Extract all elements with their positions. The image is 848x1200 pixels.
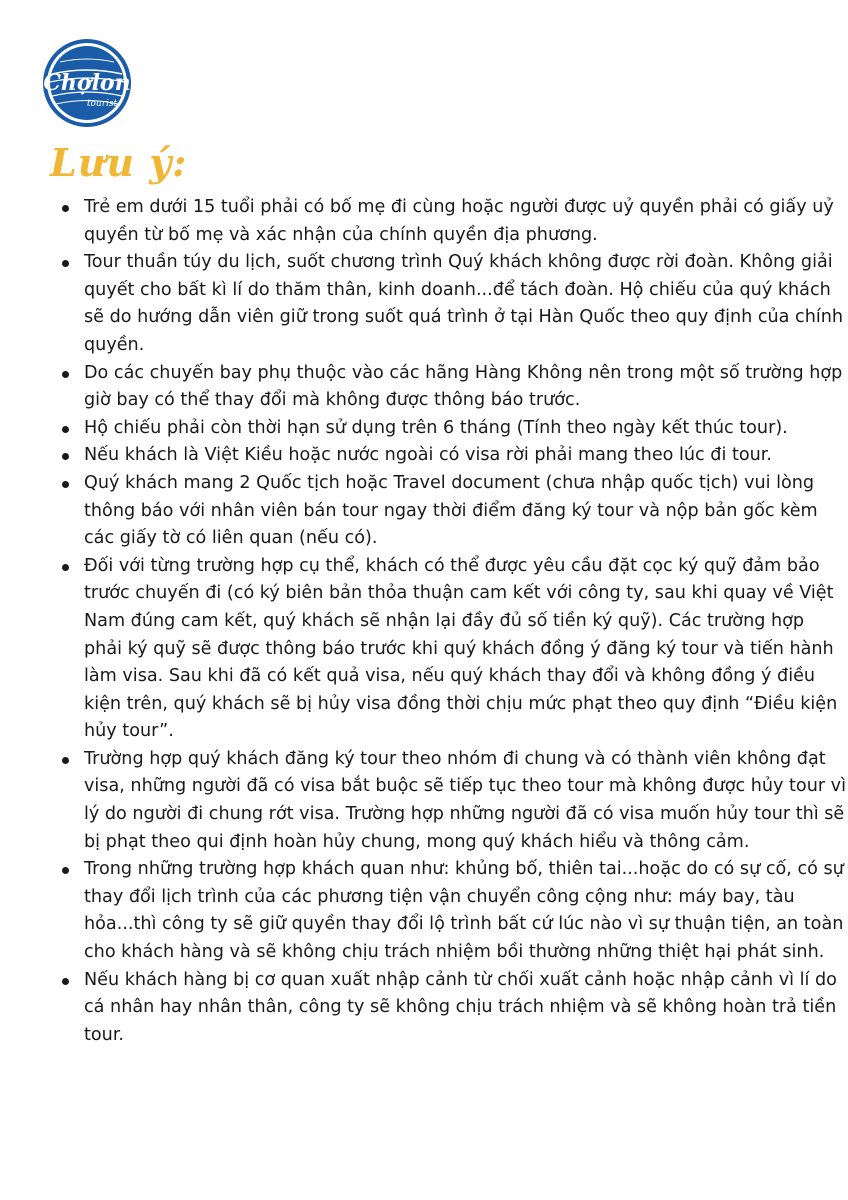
note-item (84, 360, 846, 415)
bullet-icon (62, 481, 69, 488)
note-item (84, 249, 846, 359)
note-text: Trường hợp quý khách đăng ký tour theo nhóm đi chung và có thành viên không đạt visa, những người đã có visa bắt buộc sẽ tiếp tục theo tour mà không được hủy tour vì lý do người đi chung rớt visa. Trường hợp những người đã có visa muốn hủy tour thì sẽ bị phạt theo qui định hoàn hủy chung, mong quý khách hiểu và thông cảm. (84, 748, 846, 852)
note-item (84, 553, 846, 746)
note-item (84, 967, 846, 1050)
note-text: Do các chuyến bay phụ thuộc vào các hãng Hàng Không nên trong một số trường hợp giờ bay có thể thay đổi mà không được thông báo trước. (84, 362, 843, 411)
notes-heading: Lưu ý: (50, 140, 188, 185)
bullet-icon (62, 205, 69, 212)
note-item (84, 194, 846, 249)
note-text: Tour thuần túy du lịch, suốt chương trình Quý khách không được rời đoàn. Không giải quyết cho bất kì lí do thăm thân, kinh doanh...để tách đoàn. Hộ chiếu của quý khách sẽ do hướng dẫn viên giữ trong suốt quá trình ở tại Hàn Quốc theo quy định của chính quyền. (84, 252, 844, 355)
note-text: Hộ chiếu phải còn thời hạn sử dụng trên 6 tháng (Tính theo ngày kết thúc tour). (84, 417, 788, 438)
note-text: Quý khách mang 2 Quốc tịch hoặc Travel document (chưa nhập quốc tịch) vui lòng thông báo với nhân viên bán tour ngay thời điểm đăng ký tour và nộp bản gốc kèm các giấy tờ có liên quan (nếu có). (84, 472, 818, 549)
bullet-icon (62, 260, 69, 267)
note-text: Trong những trường hợp khách quan như: khủng bố, thiên tai...hoặc do có sự cố, có sự thay đổi lịch trình của các phương tiện vận chuyển công cộng như: máy bay, tàu hỏa...thì công ty sẽ giữ quyền thay đổi lộ trình bất cứ lúc nào vì sự thuận tiện, an toàn cho khách hàng và sẽ không chịu trách nhiệm bồi thường những thiệt hại phát sinh. (84, 859, 844, 963)
notes-list (60, 194, 846, 1049)
note-text: Nếu khách là Việt Kiều hoặc nước ngoài có visa rời phải mang theo lúc đi tour. (84, 445, 772, 466)
bullet-icon (62, 757, 69, 764)
note-item (84, 470, 846, 553)
bullet-icon (62, 867, 69, 874)
logo-text-main: Chợlon (43, 70, 131, 96)
note-item (84, 442, 846, 470)
logo-text-sub: tourist (86, 99, 118, 109)
note-text: Trẻ em dưới 15 tuổi phải có bố mẹ đi cùng hoặc người được uỷ quyền phải có giấy uỷ quyền từ bố mẹ và xác nhận của chính quyền địa phương. (84, 197, 834, 245)
cholon-tourist-logo (42, 38, 132, 128)
note-text: Nếu khách hàng bị cơ quan xuất nhập cảnh từ chối xuất cảnh hoặc nhập cảnh vì lí do cá nhân hay nhân thân, công ty sẽ không chịu trách nhiệm và sẽ không hoàn trả tiền tour. (84, 969, 837, 1045)
note-item (84, 856, 846, 966)
bullet-icon (62, 426, 69, 433)
note-item (84, 746, 846, 856)
bullet-icon (62, 371, 69, 378)
logo-icon (42, 38, 132, 128)
note-text: Đối với từng trường hợp cụ thể, khách có thể được yêu cầu đặt cọc ký quỹ đảm bảo trước chuyến đi (có ký biên bản thỏa thuận cam kết với công ty, sau khi quay về Việt Nam đúng cam kết, quý khách sẽ nhận lại đầy đủ số tiền ký quỹ). Các trường hợp phải ký quỹ sẽ được thông báo trước khi quý khách đồng ý đăng ký tour và tiến hành làm visa. Sau khi đã có kết quả visa, nếu quý khách thay đổi và không đồng ý điều kiện trên, quý khách sẽ bị hủy visa đồng thời chịu mức phạt theo quy định “Điều kiện hủy tour”. (84, 555, 838, 742)
bullet-icon (62, 978, 69, 985)
bullet-icon (62, 564, 69, 571)
bullet-icon (62, 453, 69, 460)
note-item (84, 415, 846, 443)
